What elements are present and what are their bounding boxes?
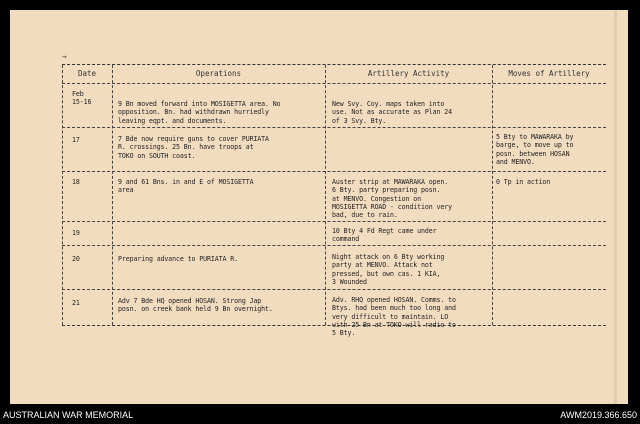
row-operations: Preparing advance to PURIATA R. xyxy=(118,255,238,263)
row-date: 20 xyxy=(72,255,80,263)
row-rule xyxy=(62,245,606,246)
row-rule xyxy=(62,221,606,222)
row-moves-of-artillery: 5 Bty to MAWARAKA by barge, to move up to posn. between HOSAN and MENVO. xyxy=(496,133,574,166)
row-date: 21 xyxy=(72,299,80,307)
footer-bar xyxy=(0,406,640,424)
row-operations: Adv 7 Bde HQ opened HOSAN. Strong Jap posn. on creek bank held 9 Bn overnight. xyxy=(118,297,273,314)
row-date: 18 xyxy=(72,178,80,186)
header-moves-of-artillery: Moves of Artillery xyxy=(508,69,590,78)
row-artillery-activity: New Svy. Coy. maps taken into use. Not as accurate as Plan 24 of 3 Svy. Bty. xyxy=(332,100,452,125)
row-rule xyxy=(62,171,606,172)
row-date: 19 xyxy=(72,229,80,237)
row-artillery-activity: Adv. RHQ opened HOSAN. Comms. to Btys. had been much too long and very difficult to maintain. LO with 25 Bn at TOKO will radio to 5 Bty. xyxy=(332,296,456,338)
header-operations: Operations xyxy=(195,69,242,78)
row-artillery-activity: Auster strip at MAWARAKA open. 6 Bty. party preparing posn. at MENVO. Congestion on MOSIGETTA ROAD - condition very bad, due to rain. xyxy=(332,178,452,220)
table-rule-left xyxy=(62,65,63,325)
page-edge xyxy=(614,10,617,404)
row-rule xyxy=(62,289,606,290)
row-operations: 7 Bde now require guns to cover PURIATA R. crossings. 25 Bn. have troops at TOKO on SOUTH coast. xyxy=(118,135,269,160)
column-rule-operations xyxy=(325,65,326,325)
row-artillery-activity: 10 Bty 4 Fd Regt came under command xyxy=(332,227,437,244)
row-operations: 9 Bn moved forward into MOSIGETTA area. No opposition. Bn. had withdrawn hurriedly leaving eqpt. and documents. xyxy=(118,100,281,125)
corner-mark: → xyxy=(62,52,67,61)
row-moves-of-artillery: 0 Tp in action xyxy=(496,178,551,186)
footer-accession-number: AWM2019.366.650 xyxy=(560,410,637,420)
operations-table xyxy=(62,64,606,338)
column-rule-activity xyxy=(492,65,493,325)
row-rule xyxy=(62,127,606,128)
row-artillery-activity: Night attack on 6 Bty working party at MENVO. Attack not pressed, but own cas. 1 KIA, 3 Wounded xyxy=(332,253,445,286)
row-date: Feb 15-16 xyxy=(72,90,92,107)
row-date: 17 xyxy=(72,136,80,144)
header-date: Date xyxy=(77,69,97,78)
header-rule xyxy=(62,83,606,84)
footer-institution: AUSTRALIAN WAR MEMORIAL xyxy=(3,410,134,420)
header-artillery-activity: Artillery Activity xyxy=(367,69,450,78)
column-rule-date xyxy=(112,65,113,325)
row-operations: 9 and 61 Bns. in and E of MOSIGETTA area xyxy=(118,178,254,195)
